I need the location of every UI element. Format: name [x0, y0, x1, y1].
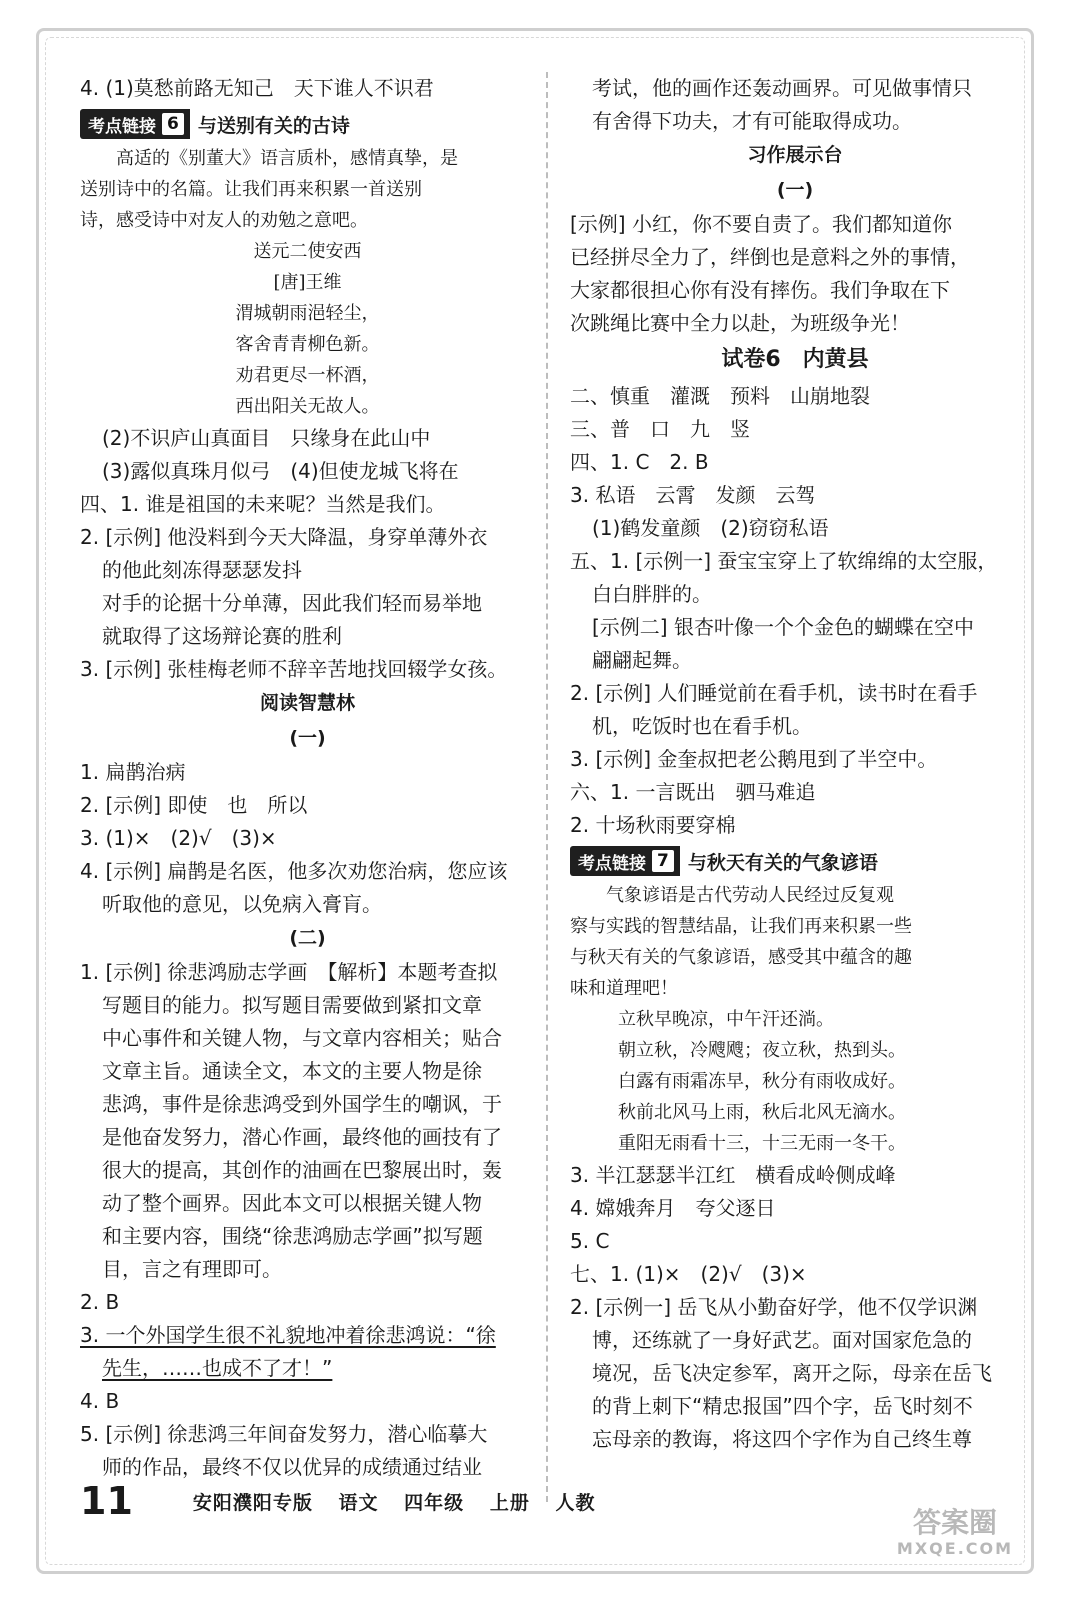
answer-line: 4. [示例] 扁鹊是名医，他多次劝您治病，您应该 [80, 859, 508, 883]
knowledge-link-title: 与送别有关的古诗 [197, 114, 350, 137]
paper-title: 试卷6 内黄县 [721, 347, 869, 372]
section-heading: 阅读智慧林 [259, 692, 355, 714]
answer-continuation: 机，吃饭时也在看手机。 [592, 714, 812, 738]
link-passage-line: 高适的《别董大》语言质朴，感情真挚，是 [80, 148, 458, 169]
answer-line: 1. [示例] 徐悲鸿励志学画 【解析】本题考查拟 [80, 960, 498, 984]
page-footer [80, 1476, 1020, 1526]
poem-line: 渭城朝雨浥轻尘， [235, 303, 380, 324]
answer-line: 2. [示例] 人们睡觉前在看手机，读书时在看手 [570, 681, 978, 705]
poem-line: 送元二使安西 [253, 241, 362, 262]
link-passage-line: 诗，感受诗中对友人的劝勉之意吧。 [80, 210, 368, 231]
poem-line: 劝君更尽一杯酒， [235, 365, 380, 386]
answer-continuation: 写题目的能力。拟写题目需要做到紧扣文章 [102, 993, 482, 1017]
proverb-line: 重阳无雨看十三，十三无雨一冬干。 [618, 1133, 906, 1154]
proverb-line: 白露有雨霜冻早，秋分有雨收成好。 [618, 1071, 906, 1092]
answer-continuation: 忘母亲的教诲，将这四个字作为自己终生尊 [592, 1427, 972, 1451]
answer-line: 3. [示例] 张桂梅老师不辞辛苦地找回辍学女孩。 [80, 657, 508, 681]
answer-line: 2. [示例一] 岳飞从小勤奋好学，他不仅学识渊 [570, 1295, 978, 1319]
answer-line: 1. 扁鹊治病 [80, 760, 186, 784]
column-divider [546, 72, 548, 1502]
section-heading: 习作展示台 [747, 144, 843, 166]
poem-line: 客舍青青柳色新。 [235, 334, 380, 355]
answer-line: [示例] 小红，你不要自责了。我们都知道你 [570, 212, 952, 236]
answer-line: 六、1. 一言既出 驷马难追 [570, 780, 816, 804]
knowledge-link-badge [570, 846, 680, 876]
watermark-top: 答案圈 [912, 1506, 997, 1539]
answer-continuation: 师的作品，最终不仅以优异的成绩通过结业 [102, 1455, 482, 1479]
link-passage-line: 与秋天有关的气象谚语，感受其中蕴含的趣 [570, 947, 912, 968]
answer-continuation: (3)露似真珠月似弓 (4)但使龙城飞将在 [102, 459, 459, 483]
answer-line: 二、慎重 灌溉 预料 山崩地裂 [570, 384, 870, 408]
answer-line: 已经拼尽全力了，绊倒也是意料之外的事情， [570, 245, 970, 269]
footer-volume: 上册 [489, 1491, 530, 1514]
answer-continuation: 的背上刺下“精忠报国”四个字，岳飞时刻不 [592, 1394, 973, 1418]
answer-line: 2. [示例] 他没料到今天大降温，身穿单薄外衣 [80, 525, 488, 549]
answer-continuation: 中心事件和关键人物，与文章内容相关；贴合 [102, 1026, 502, 1050]
answer-continuation: 听取他的意见，以免病入膏肓。 [102, 892, 382, 916]
answer-continuation: (2)不识庐山真面目 只缘身在此山中 [102, 426, 431, 450]
answer-line: 五、1. [示例一] 蚕宝宝穿上了软绵绵的太空服， [570, 549, 998, 573]
poem-line: 西出阳关无故人。 [235, 396, 380, 417]
answer-line: 2. [示例] 即使 也 所以 [80, 793, 308, 817]
answer-line: 4. B [80, 1389, 120, 1413]
answer-line: 4. (1)莫愁前路无知己 天下谁人不识君 [80, 76, 434, 100]
poem-line: [唐]王维 [273, 272, 342, 293]
answer-continuation: 翩翩起舞。 [592, 648, 692, 672]
badge-label: 考点链接 [88, 116, 156, 137]
answer-continuation: 文章主旨。通读全文，本文的主要人物是徐 [102, 1059, 482, 1083]
answer-continuation: 博，还练就了一身好武艺。面对国家危急的 [592, 1328, 972, 1352]
answer-continuation: 考试，他的画作还轰动画界。可见做事情只 [592, 76, 972, 100]
footer-info [193, 1488, 614, 1515]
answer-continuation: 就取得了这场辩论赛的胜利 [102, 624, 342, 648]
section-heading: (二) [289, 927, 326, 949]
answer-continuation: 悲鸿，事件是徐悲鸿受到外国学生的嘲讽，于 [102, 1092, 502, 1116]
answer-continuation: 境况，岳飞决定参军，离开之际，母亲在岳飞 [592, 1361, 992, 1385]
watermark-logo [880, 1508, 1030, 1568]
right-column [570, 72, 1020, 1456]
quoted-answer-continuation: 先生，……也成不了才！” [102, 1356, 333, 1380]
answer-continuation: 和主要内容，围绕“徐悲鸿励志学画”拟写题 [102, 1224, 483, 1248]
knowledge-link-title: 与秋天有关的气象谚语 [687, 851, 878, 874]
answer-continuation: 白白胖胖的。 [592, 582, 712, 606]
footer-publisher: 人教 [555, 1491, 596, 1514]
footer-grade: 四年级 [404, 1491, 465, 1514]
section-heading: (一) [776, 179, 814, 201]
knowledge-link-header [570, 844, 1020, 878]
link-passage-line: 察与实践的智慧结晶，让我们再来积累一些 [570, 916, 912, 937]
footer-edition: 安阳濮阳专版 [192, 1491, 313, 1514]
answer-line: 七、1. (1)× (2)√ (3)× [570, 1262, 807, 1286]
answer-continuation: 动了整个画界。因此本文可以根据关键人物 [102, 1191, 482, 1215]
answer-continuation: (1)鹤发童颜 (2)窃窃私语 [592, 516, 829, 540]
link-passage-line: 气象谚语是古代劳动人民经过反复观 [570, 885, 894, 906]
link-passage-line: 味和道理吧！ [570, 978, 678, 999]
proverb-line: 朝立秋，冷飕飕；夜立秋，热到头。 [618, 1040, 906, 1061]
answer-line: 3. 私语 云霄 发颜 云驾 [570, 483, 816, 507]
answer-line: 四、1. C 2. B [570, 450, 709, 474]
answer-line: 2. 十场秋雨要穿棉 [570, 813, 736, 837]
watermark-bottom: MXQE.COM [896, 1539, 1014, 1558]
answer-line: 3. [示例] 金奎叔把老公鹅甩到了半空中。 [570, 747, 938, 771]
answer-continuation: 目，言之有理即可。 [102, 1257, 282, 1281]
page-number: 11 [80, 1479, 133, 1523]
badge-number: 6 [162, 113, 184, 135]
answer-line: 5. [示例] 徐悲鸿三年间奋发努力，潜心临摹大 [80, 1422, 488, 1446]
answer-continuation: 很大的提高，其创作的油画在巴黎展出时，轰 [102, 1158, 502, 1182]
answer-line: 次跳绳比赛中全力以赴，为班级争光！ [570, 311, 910, 335]
answer-line: 3. 半江瑟瑟半江红 横看成岭侧成峰 [570, 1163, 896, 1187]
answer-line: 5. C [570, 1229, 610, 1253]
left-column [80, 72, 535, 1484]
answer-continuation: 对手的论据十分单薄，因此我们轻而易举地 [102, 591, 482, 615]
badge-number: 7 [652, 850, 674, 872]
answer-continuation: 的他此刻冻得瑟瑟发抖 [102, 558, 302, 582]
answer-line: 三、普 口 九 竖 [570, 417, 750, 441]
link-passage-line: 送别诗中的名篇。让我们再来积累一首送别 [80, 179, 422, 200]
answer-line: 大家都很担心你有没有摔伤。我们争取在下 [570, 278, 950, 302]
answer-continuation: [示例二] 银杏叶像一个个金色的蝴蝶在空中 [592, 615, 974, 639]
answer-line: 3. (1)× (2)√ (3)× [80, 826, 277, 850]
proverb-line: 立秋早晚凉，中午汗还淌。 [618, 1009, 834, 1030]
badge-label: 考点链接 [578, 853, 646, 874]
answer-continuation: 有舍得下功夫，才有可能取得成功。 [592, 109, 912, 133]
answer-continuation: 是他奋发努力，潜心作画，最终他的画技有了 [102, 1125, 502, 1149]
knowledge-link-badge [80, 109, 190, 139]
footer-subject: 语文 [338, 1491, 379, 1514]
answer-line: 四、1. 谁是祖国的未来呢？当然是我们。 [80, 492, 446, 516]
proverb-line: 秋前北风马上雨，秋后北风无滴水。 [618, 1102, 906, 1123]
quoted-answer: 3. 一个外国学生很不礼貌地冲着徐悲鸿说：“徐 [80, 1323, 496, 1347]
knowledge-link-header [80, 107, 535, 141]
section-heading: (一) [289, 727, 326, 749]
answer-line: 4. 嫦娥奔月 夸父逐日 [570, 1196, 776, 1220]
answer-line: 2. B [80, 1290, 120, 1314]
